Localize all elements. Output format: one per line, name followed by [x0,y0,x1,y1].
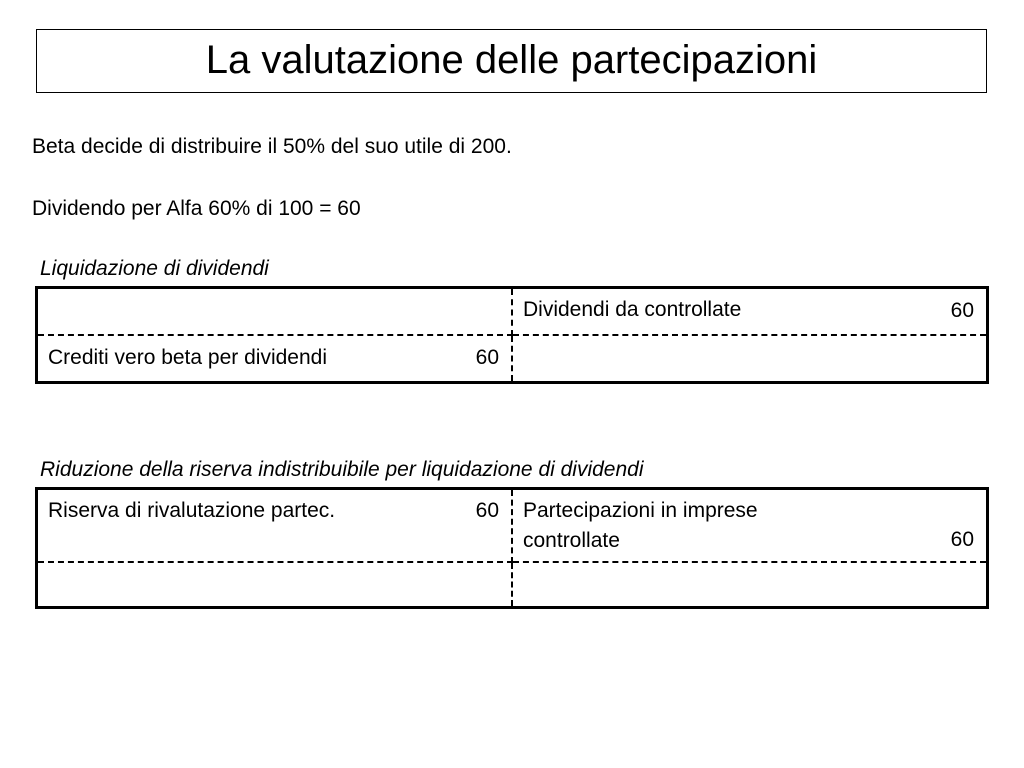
text-line-utile: Beta decide di distribuire il 50% del suo utile di 200. [32,135,512,158]
entry1-debit-row1 [38,289,513,336]
entry1-credit-row2 [513,336,986,381]
entry2-credit-row1-account: Partecipazioni in imprese controllate [523,499,758,552]
entry1-t-account [35,286,989,384]
entry1-credit-row1 [513,289,986,336]
entry1-debit-row2-account: Crediti vero beta per dividendi [48,346,327,369]
text-line-dividendo: Dividendo per Alfa 60% di 100 = 60 [32,197,361,220]
entry2-debit-row1 [38,490,513,563]
entry2-caption: Riduzione della riserva indistribuibile per liquidazione di dividendi [40,458,644,481]
slide-title: La valutazione delle partecipazioni [205,38,818,82]
entry1-credit-row1-amount: 60 [950,299,974,322]
entry1-credit-row1-account: Dividendi da controllate [523,298,742,321]
entry1-credit-row2-account [523,336,976,343]
entry1-caption: Liquidazione di dividendi [40,257,269,280]
slide-title-box [36,29,987,93]
entry2-t-account [35,487,989,609]
entry2-credit-row1 [513,490,986,563]
entry2-debit-row1-amount: 60 [475,499,499,522]
entry1-debit-row2 [38,336,513,381]
entry2-credit-row2 [513,563,986,606]
entry2-debit-row1-account: Riserva di rivalutazione partec. [48,499,336,522]
entry2-debit-row2 [38,563,513,606]
entry2-credit-row1-amount: 60 [950,528,974,551]
entry1-debit-row2-amount: 60 [475,346,499,369]
entry1-debit-row1-account [48,289,501,295]
